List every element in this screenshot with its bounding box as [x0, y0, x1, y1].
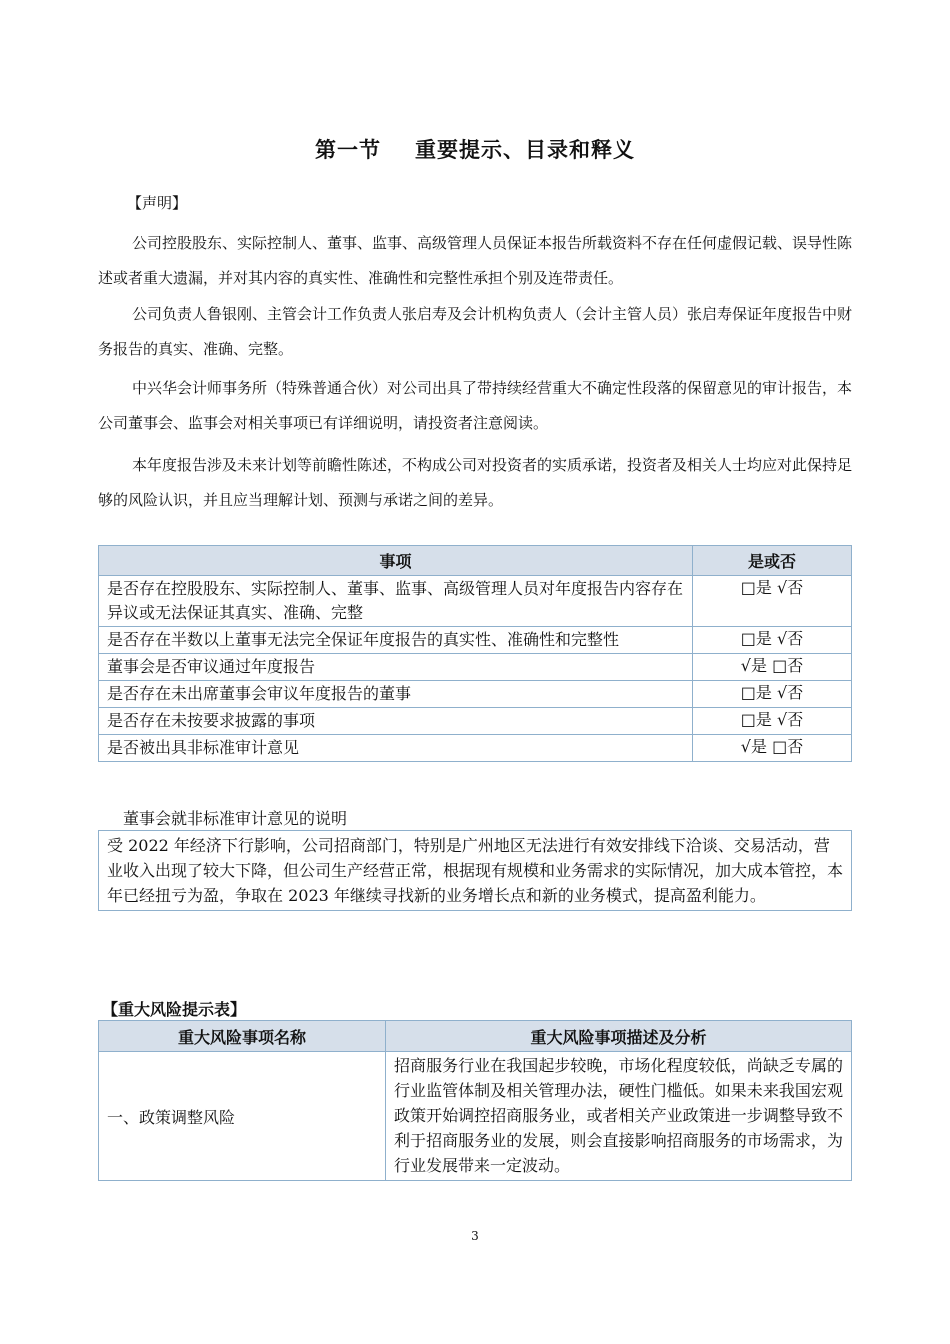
row-item: 是否存在控股股东、实际控制人、董事、监事、高级管理人员对年度报告内容存在异议或无法保证其真实、准确、完整 — [99, 576, 693, 627]
page-number: 3 — [471, 1229, 479, 1243]
row-answer: √是 □否 — [693, 654, 852, 681]
row-answer: □是 √否 — [693, 576, 852, 627]
paragraph: 中兴华会计师事务所（特殊普通合伙）对公司出具了带持续经营重大不确定性段落的保留意见的审计报告，本公司董事会、监事会对相关事项已有详细说明，请投资者注意阅读。 — [98, 379, 853, 432]
row-item: 是否被出具非标准审计意见 — [99, 735, 693, 762]
row-answer: √是 □否 — [693, 735, 852, 762]
row-item: 是否存在未出席董事会审议年度报告的董事 — [99, 681, 693, 708]
paragraph: 本年度报告涉及未来计划等前瞻性陈述，不构成公司对投资者的实质承诺，投资者及相关人士均应对此保持足够的风险认识，并且应当理解计划、预测与承诺之间的差异。 — [98, 456, 853, 509]
table-header-row — [99, 546, 852, 576]
header-yes-no: 是或否 — [693, 546, 852, 576]
table-row — [99, 1052, 852, 1181]
table-row — [99, 627, 852, 654]
row-item: 是否存在未按要求披露的事项 — [99, 708, 693, 735]
row-answer: □是 √否 — [693, 681, 852, 708]
table-row — [99, 681, 852, 708]
risk-table-heading: 【重大风险提示表】 — [102, 1000, 247, 1019]
board-note-text: 受 2022 年经济下行影响，公司招商部门，特别是广州地区无法进行有效安排线下洽谈、交易活动，营业收入出现了较大下降，但公司生产经营正常，根据现有规模和业务需求的实际情况，加大成本管控，本年已经扭亏为盈，争取在 2023 年继续寻找新的业务增长点和新的业务模式，提高盈利能力。 — [98, 830, 852, 911]
confirmation-table — [98, 545, 852, 762]
table-row — [99, 576, 852, 627]
paragraph: 公司控股股东、实际控制人、董事、监事、高级管理人员保证本报告所载资料不存在任何虚假记载、误导性陈述或者重大遗漏，并对其内容的真实性、准确性和完整性承担个别及连带责任。 — [98, 234, 853, 287]
row-item: 董事会是否审议通过年度报告 — [99, 654, 693, 681]
table-row — [99, 654, 852, 681]
row-answer: □是 √否 — [693, 708, 852, 735]
section-title — [0, 134, 950, 164]
table-row — [99, 735, 852, 762]
row-item: 是否存在半数以上董事无法完全保证年度报告的真实性、准确性和完整性 — [99, 627, 693, 654]
declaration-heading: 【声明】 — [127, 194, 188, 212]
header-risk-name: 重大风险事项名称 — [99, 1021, 386, 1052]
section-number: 第一节 — [315, 138, 381, 162]
risk-description: 招商服务行业在我国起步较晚，市场化程度较低，尚缺乏专属的行业监管体制及相关管理办法，硬性门槛低。如果未来我国宏观政策开始调控招商服务业，或者相关产业政策进一步调整导致不利于招商服务业的发展，则会直接影响招商服务的市场需求，为行业发展带来一定波动。 — [386, 1052, 852, 1181]
risk-table — [98, 1020, 852, 1181]
board-note-label: 董事会就非标准审计意见的说明 — [123, 809, 348, 828]
risk-name: 一、政策调整风险 — [99, 1052, 386, 1181]
row-answer: □是 √否 — [693, 627, 852, 654]
header-risk-desc: 重大风险事项描述及分析 — [386, 1021, 852, 1052]
header-item: 事项 — [99, 546, 693, 576]
table-header-row — [99, 1021, 852, 1052]
table-row — [99, 708, 852, 735]
section-name: 重要提示、目录和释义 — [415, 138, 635, 162]
paragraph: 公司负责人鲁银刚、主管会计工作负责人张启寿及会计机构负责人（会计主管人员）张启寿保证年度报告中财务报告的真实、准确、完整。 — [98, 305, 853, 358]
